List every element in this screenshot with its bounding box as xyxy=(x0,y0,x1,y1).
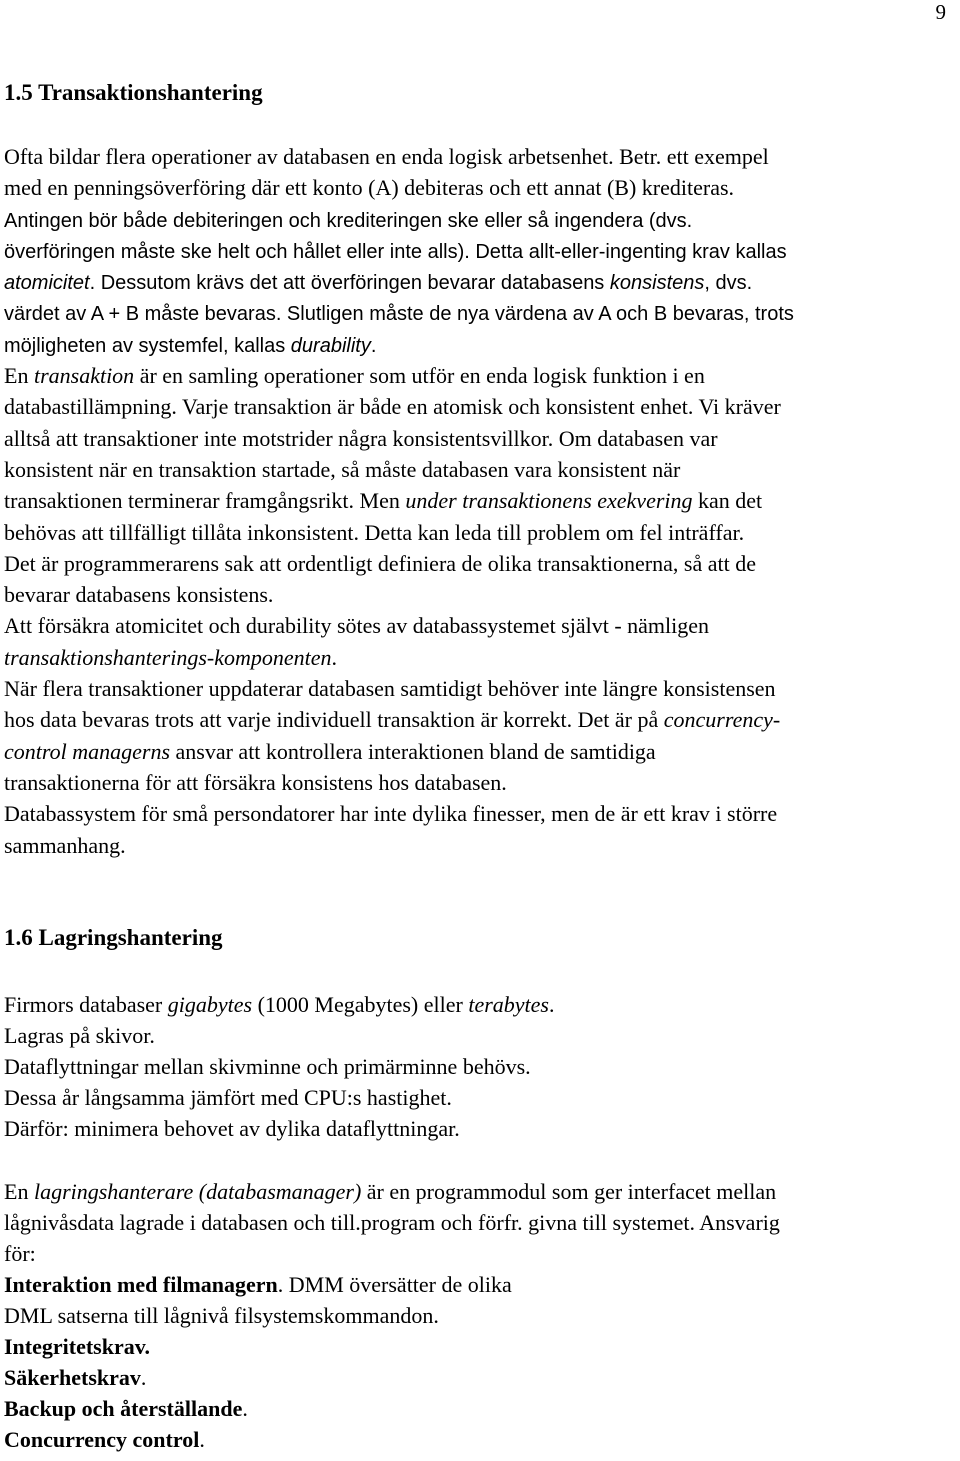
text-run: . DMM översätter de olika xyxy=(277,1272,512,1297)
text-line xyxy=(4,1020,954,1051)
text-line xyxy=(4,1362,954,1393)
text-run: Antingen bör både debiteringen och krediteringen ske eller så ingendera (dvs. xyxy=(4,209,693,232)
text-line xyxy=(4,1176,954,1207)
text-run: värdet av A + B måste bevaras. Slutligen måste de nya värdena av A och B bevaras, trots xyxy=(4,303,794,326)
text-run: möjligheten av systemfel, kallas xyxy=(4,334,291,357)
text-line xyxy=(4,454,954,485)
text-line xyxy=(4,579,954,610)
text-line xyxy=(4,1331,954,1362)
text-run: konsistent när en transaktion startade, så måste databasen vara konsistent när xyxy=(4,456,681,482)
text-run: Säkerhetskrav xyxy=(4,1365,141,1390)
text-run: , dvs. xyxy=(704,272,753,295)
text-run: . xyxy=(199,1427,205,1452)
text-run: sammanhang. xyxy=(4,832,126,858)
text-run: bevarar databasens konsistens. xyxy=(4,582,274,608)
section-1-5-body xyxy=(4,141,954,861)
text-run: DML satserna till lågnivå filsystemskommandon. xyxy=(4,1303,439,1328)
text-line xyxy=(4,141,954,172)
text-run: Concurrency control xyxy=(4,1427,200,1452)
section-heading-1-5: 1.5 Transaktionshantering xyxy=(4,80,263,105)
text-run: atomicitet xyxy=(4,272,90,295)
text-line xyxy=(4,736,954,767)
section-heading-1-6: 1.6 Lagringshantering xyxy=(4,925,223,950)
text-line xyxy=(4,266,954,297)
text-line xyxy=(4,172,954,203)
text-run: lågnivåsdata lagrade i databasen och till.program och förfr. givna till systemet. Ansvarig xyxy=(4,1210,780,1235)
text-run: . xyxy=(242,1396,248,1421)
text-run: concurrency- xyxy=(663,707,781,733)
text-line xyxy=(4,767,954,798)
text-run: transaktionerna för att försäkra konsistens hos databasen. xyxy=(4,769,507,795)
text-run: kan det xyxy=(692,488,763,514)
text-run: transaktion xyxy=(33,363,135,389)
text-run: transaktionshanterings-komponenten xyxy=(4,644,332,670)
text-line xyxy=(4,485,954,516)
text-run: Lagras på skivor. xyxy=(4,1023,155,1048)
text-run: . xyxy=(548,992,555,1017)
text-run: durability xyxy=(290,334,371,357)
text-line xyxy=(4,798,954,829)
text-run: databastillämpning. Varje transaktion är både en atomisk och konsistent enhet. Vi kräver xyxy=(4,394,781,420)
text-run: En xyxy=(4,1179,34,1204)
text-line xyxy=(4,360,954,391)
text-run: En xyxy=(4,363,34,389)
text-run: . Dessutom krävs det att överföringen bevarar databasens xyxy=(89,272,610,295)
text-run: överföringen måste ske helt och hållet eller inte alls). Detta allt-eller-ingenting krav kallas xyxy=(4,240,787,263)
text-line xyxy=(4,423,954,454)
text-run: är en programmodul som ger interfacet mellan xyxy=(361,1179,777,1204)
text-run: under transaktionens exekvering xyxy=(405,488,693,514)
text-run: alltså att transaktioner inte motstrider några konsistentsvillkor. Om databasen var xyxy=(4,425,718,451)
section-1-6-manager-text xyxy=(4,1176,954,1455)
text-line xyxy=(4,673,954,704)
text-run: . xyxy=(331,644,338,670)
text-line xyxy=(4,235,954,266)
text-line xyxy=(4,1051,954,1082)
text-run: Integritetskrav. xyxy=(4,1334,151,1359)
text-run: terabytes xyxy=(468,992,549,1017)
text-line xyxy=(4,989,954,1020)
text-line xyxy=(4,329,954,360)
text-line xyxy=(4,548,954,579)
text-run: Att försäkra atomicitet och durability sötes av databassystemet självt - nämligen xyxy=(4,613,710,639)
text-run: control managerns xyxy=(4,738,171,764)
text-line xyxy=(4,1393,954,1424)
text-run: behövas att tillfälligt tillåta inkonsistent. Detta kan leda till problem om fel inträffar. xyxy=(4,519,745,545)
text-run: Dessa år långsamma jämfört med CPU:s hastighet. xyxy=(4,1085,452,1110)
text-line xyxy=(4,1082,954,1113)
text-line xyxy=(4,610,954,641)
text-run: När flera transaktioner uppdaterar databasen samtidigt behöver inte längre konsistensen xyxy=(4,676,776,702)
text-run: Därför: minimera behovet av dylika dataflyttningar. xyxy=(4,1116,460,1141)
text-run: är en samling operationer som utför en enda logisk funktion i en xyxy=(134,363,705,389)
text-line xyxy=(4,1300,954,1331)
text-line xyxy=(4,1424,954,1455)
text-run: konsistens xyxy=(609,272,705,295)
text-run: ansvar att kontrollera interaktionen bland de samtidiga xyxy=(170,738,656,764)
text-line xyxy=(4,204,954,235)
text-run: . xyxy=(370,334,377,357)
text-run: Ofta bildar flera operationer av databasen en enda logisk arbetsenhet. Betr. ett exempel xyxy=(4,144,769,169)
text-line xyxy=(4,1113,954,1144)
text-run: Interaktion med filmanagern xyxy=(4,1272,278,1297)
page-number: 9 xyxy=(935,0,946,24)
text-run: . xyxy=(140,1365,147,1390)
text-line xyxy=(4,391,954,422)
text-run: med en penningsöverföring där ett konto (A) debiteras och ett annat (B) krediteras. xyxy=(4,175,735,201)
text-line xyxy=(4,517,954,548)
text-line xyxy=(4,704,954,735)
text-run: (1000 Megabytes) eller xyxy=(252,992,469,1017)
text-run: Dataflyttningar mellan skivminne och primärminne behövs. xyxy=(4,1054,531,1079)
text-run: gigabytes xyxy=(167,992,253,1017)
text-line xyxy=(4,1207,954,1238)
text-run: Databassystem för små persondatorer har inte dylika finesser, men de är ett krav i större xyxy=(4,801,778,827)
text-run: Firmors databaser xyxy=(4,992,168,1017)
text-run: lagringshanterare (databasmanager) xyxy=(33,1179,362,1204)
text-run: hos data bevaras trots att varje individuell transaktion är korrekt. Det är på xyxy=(4,707,664,733)
text-line xyxy=(4,830,954,861)
text-line xyxy=(4,1238,954,1269)
text-line xyxy=(4,642,954,673)
text-run: Backup och återställande xyxy=(4,1396,243,1421)
text-line xyxy=(4,297,954,328)
text-run: för: xyxy=(4,1241,36,1266)
text-run: Det är programmerarens sak att ordentligt definiera de olika transaktionerna, så att de xyxy=(4,550,756,576)
section-1-6-list xyxy=(4,989,954,1144)
text-run: transaktionen terminerar framgångsrikt. Men xyxy=(4,488,406,514)
text-line xyxy=(4,1269,954,1300)
